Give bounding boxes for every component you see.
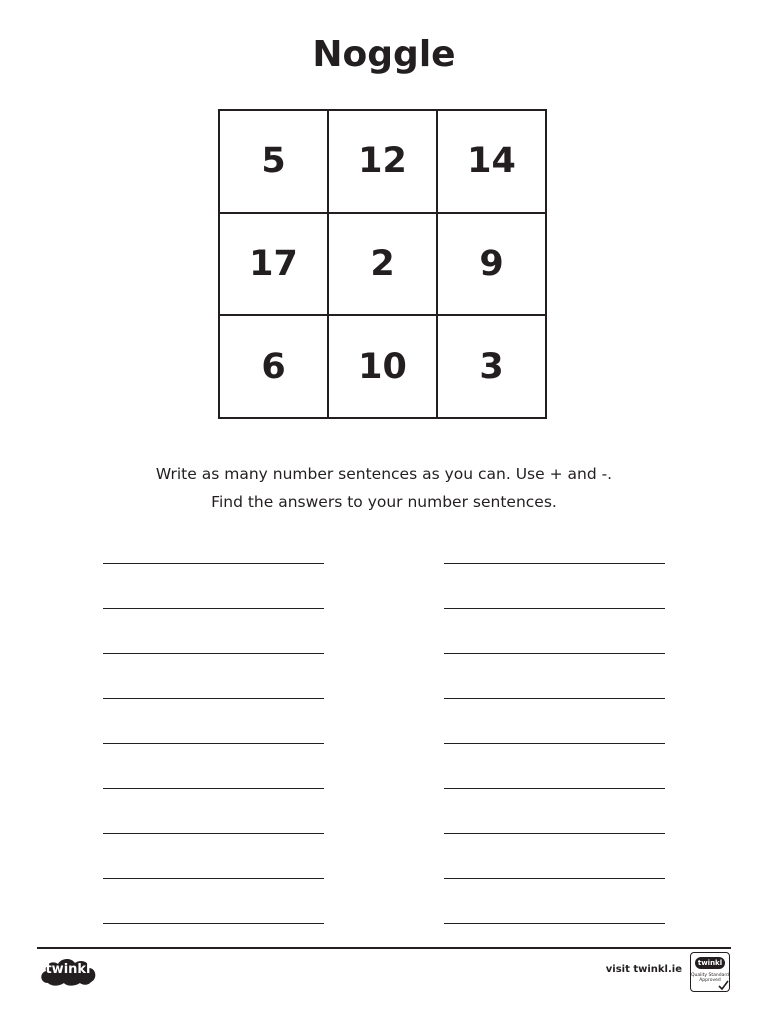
grid-cell: 12	[328, 110, 437, 213]
answer-line	[103, 698, 324, 699]
instruction-line-1: Write as many number sentences as you can. Use + and -.	[155, 465, 613, 483]
grid-cell: 9	[437, 213, 546, 316]
answer-line	[103, 563, 324, 564]
answer-line	[103, 743, 324, 744]
grid-cell: 14	[437, 110, 546, 213]
answer-line	[444, 653, 665, 654]
page-title: Noggle	[312, 34, 456, 75]
number-grid	[218, 109, 547, 419]
checkmark-icon	[691, 953, 730, 992]
answer-line	[103, 878, 324, 879]
badge-text: Quality Standard Approved	[691, 973, 729, 983]
answer-line	[444, 563, 665, 564]
answer-line	[444, 698, 665, 699]
footer-divider	[37, 947, 731, 949]
answer-line	[444, 833, 665, 834]
answer-line	[103, 608, 324, 609]
grid-cell: 3	[437, 315, 546, 418]
grid-cell: 6	[219, 315, 328, 418]
answer-line	[444, 608, 665, 609]
answer-line	[103, 923, 324, 924]
answer-line	[444, 788, 665, 789]
instruction-line-2: Find the answers to your number sentences.	[211, 493, 557, 511]
answer-line	[103, 653, 324, 654]
answer-line	[444, 878, 665, 879]
grid-cell: 2	[328, 213, 437, 316]
grid-cell: 10	[328, 315, 437, 418]
answer-line	[103, 833, 324, 834]
badge-brand: twinkl	[695, 957, 725, 969]
answer-line	[444, 923, 665, 924]
instructions	[0, 460, 768, 516]
logo-text: twinkl	[45, 962, 91, 977]
answer-line	[444, 743, 665, 744]
twinkl-logo	[38, 955, 98, 987]
grid-cell: 17	[219, 213, 328, 316]
quality-badge	[690, 952, 730, 992]
answer-line	[103, 788, 324, 789]
visit-link[interactable]: visit twinkl.ie	[605, 964, 682, 975]
grid-cell: 5	[219, 110, 328, 213]
